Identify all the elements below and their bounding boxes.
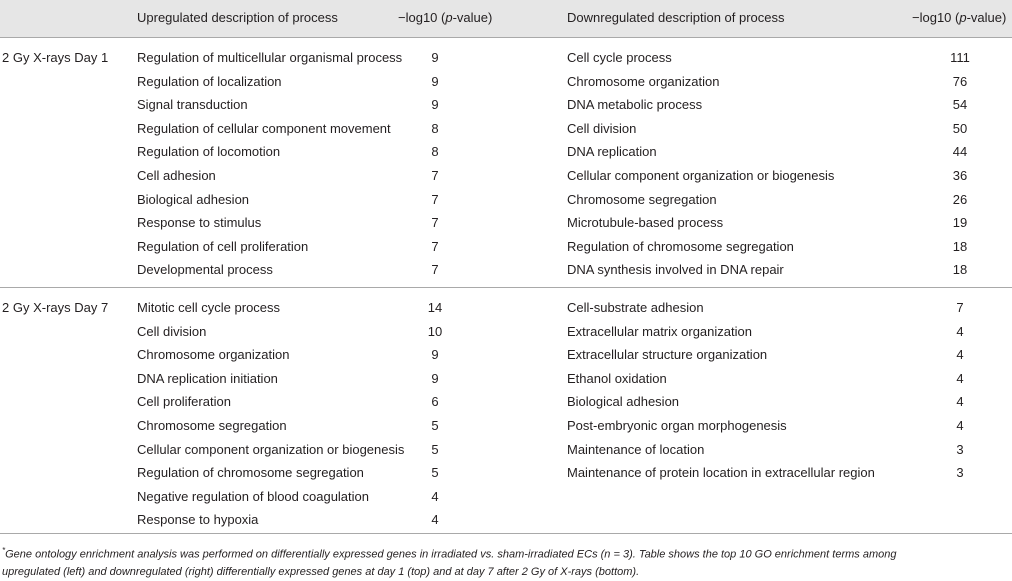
down-process-cell: Extracellular matrix organization (567, 324, 752, 339)
up-process-cell: Developmental process (137, 262, 273, 277)
up-value-cell: 9 (431, 97, 439, 112)
down-value-cell: 4 (956, 418, 964, 433)
down-value-cell: 26 (952, 192, 968, 207)
up-process-cell: Chromosome organization (137, 347, 290, 362)
down-value-cell: 3 (956, 442, 964, 457)
up-value-cell: 5 (431, 418, 439, 433)
up-value-cell: 8 (431, 121, 439, 136)
down-process-cell: DNA synthesis involved in DNA repair (567, 262, 784, 277)
header-up-desc: Upregulated description of process (137, 10, 338, 25)
up-value-cell: 7 (431, 192, 439, 207)
up-process-cell: Regulation of cellular component movement (137, 121, 391, 136)
up-process-cell: Cell division (137, 324, 207, 339)
down-value-cell: 18 (952, 239, 968, 254)
down-process-cell: Biological adhesion (567, 394, 680, 409)
up-value-cell: 4 (431, 512, 439, 527)
up-value-cell: 14 (427, 300, 443, 315)
up-value-cell: 9 (431, 74, 439, 89)
up-process-cell: Regulation of cell proliferation (137, 239, 309, 254)
up-process-cell: Response to stimulus (137, 215, 262, 230)
header-divider (0, 37, 1012, 38)
up-process-cell: Response to hypoxia (137, 512, 259, 527)
up-process-cell: Chromosome segregation (137, 418, 287, 433)
down-value-cell: 50 (952, 121, 968, 136)
table-bottom-divider (0, 533, 1012, 534)
down-value-cell: 44 (952, 144, 968, 159)
footnote (2, 542, 1010, 581)
up-value-cell: 7 (431, 262, 439, 277)
up-value-cell: 7 (431, 168, 439, 183)
down-value-cell: 3 (956, 465, 964, 480)
up-value-cell: 5 (431, 442, 439, 457)
up-value-cell: 7 (431, 215, 439, 230)
up-value-cell: 4 (431, 489, 439, 504)
up-value-cell: 9 (431, 347, 439, 362)
down-process-cell: Maintenance of location (567, 442, 705, 457)
up-value-cell: 9 (431, 50, 439, 65)
group-label: 2 Gy X-rays Day 1 (2, 50, 109, 65)
down-process-cell: DNA metabolic process (567, 97, 703, 112)
down-process-cell: Cell cycle process (567, 50, 672, 65)
down-value-cell: 19 (952, 215, 968, 230)
up-value-cell: 5 (431, 465, 439, 480)
down-process-cell: Cellular component organization or biogenesis (567, 168, 835, 183)
down-process-cell: Chromosome organization (567, 74, 720, 89)
up-process-cell: Cell adhesion (137, 168, 216, 183)
up-process-cell: Cell proliferation (137, 394, 231, 409)
footnote-line-2: upregulated (left) and downregulated (right) differentially expressed genes at day 1 (top) and at day 7 after 2 Gy of X-rays (bottom). (2, 565, 640, 578)
up-value-cell: 9 (431, 371, 439, 386)
down-process-cell: Microtubule-based process (567, 215, 724, 230)
up-value-cell: 10 (427, 324, 443, 339)
down-process-cell: Maintenance of protein location in extracellular region (567, 465, 875, 480)
down-value-cell: 4 (956, 324, 964, 339)
up-process-cell: DNA replication initiation (137, 371, 278, 386)
down-value-cell: 111 (950, 50, 970, 65)
up-process-cell: Regulation of localization (137, 74, 282, 89)
down-value-cell: 54 (952, 97, 968, 112)
down-process-cell: Cell division (567, 121, 637, 136)
up-process-cell: Cellular component organization or biogenesis (137, 442, 405, 457)
down-value-cell: 36 (952, 168, 968, 183)
up-value-cell: 8 (431, 144, 439, 159)
header-down-value: −log10 (p-value) (912, 10, 1007, 25)
down-process-cell: Post-embryonic organ morphogenesis (567, 418, 787, 433)
down-process-cell: Extracellular structure organization (567, 347, 768, 362)
down-process-cell: Cell-substrate adhesion (567, 300, 704, 315)
down-value-cell: 4 (956, 347, 964, 362)
up-process-cell: Mitotic cell cycle process (137, 300, 281, 315)
down-value-cell: 18 (952, 262, 968, 277)
down-value-cell: 4 (956, 394, 964, 409)
footnote-marker: * (2, 546, 6, 555)
down-process-cell: Regulation of chromosome segregation (567, 239, 794, 254)
down-value-cell: 76 (952, 74, 968, 89)
down-process-cell: Ethanol oxidation (567, 371, 667, 386)
up-process-cell: Signal transduction (137, 97, 248, 112)
group-divider (0, 287, 1012, 288)
up-value-cell: 6 (431, 394, 439, 409)
footnote-line-1: Gene ontology enrichment analysis was performed on differentially expressed genes in irradiated vs. sham-irradiated ECs (n = 3). Table shows the top 10 GO enrichment terms among (5, 548, 897, 561)
up-process-cell: Regulation of multicellular organismal process (137, 50, 403, 65)
header-down-desc: Downregulated description of process (567, 10, 785, 25)
up-process-cell: Regulation of locomotion (137, 144, 281, 159)
up-process-cell: Biological adhesion (137, 192, 250, 207)
down-process-cell: DNA replication (567, 144, 657, 159)
down-value-cell: 7 (956, 300, 964, 315)
down-process-cell: Chromosome segregation (567, 192, 717, 207)
group-label: 2 Gy X-rays Day 7 (2, 300, 109, 315)
up-process-cell: Regulation of chromosome segregation (137, 465, 364, 480)
up-value-cell: 7 (431, 239, 439, 254)
down-value-cell: 4 (956, 371, 964, 386)
up-process-cell: Negative regulation of blood coagulation (137, 489, 370, 504)
header-up-value: −log10 (p-value) (398, 10, 493, 25)
